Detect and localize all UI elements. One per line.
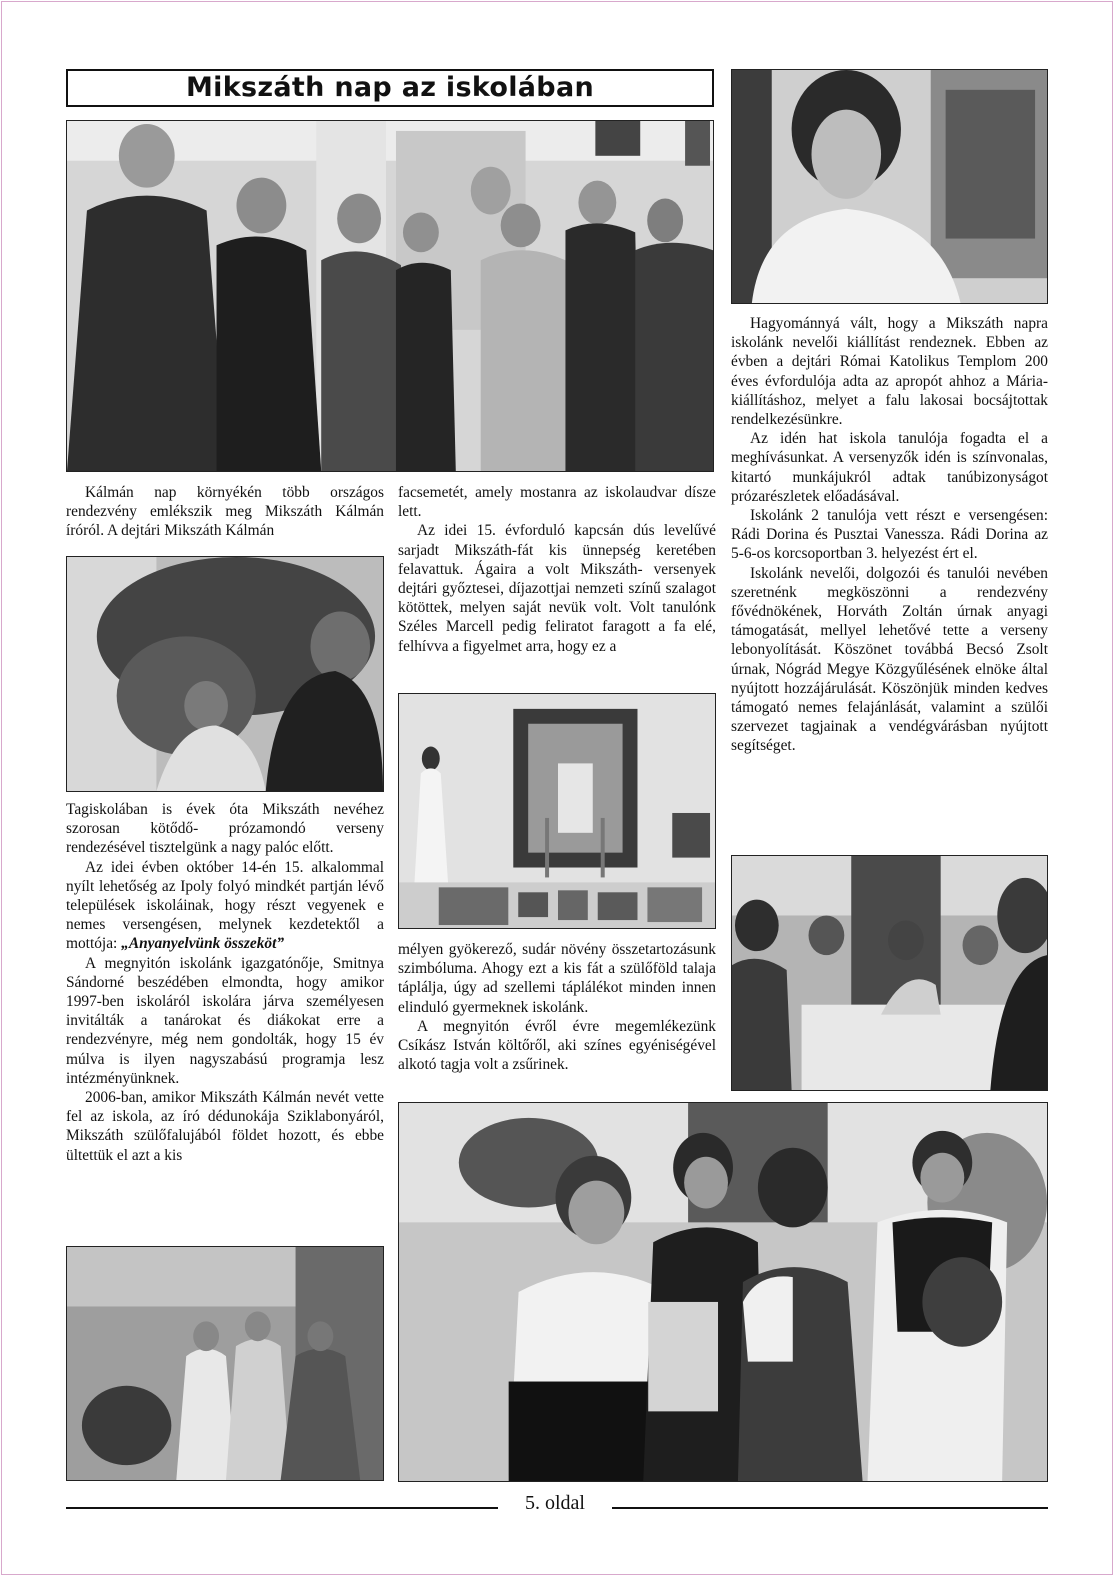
column1-top-text bbox=[66, 483, 384, 541]
page-number: 5. oldal bbox=[525, 1492, 585, 1514]
workshop-table-photo bbox=[731, 855, 1048, 1091]
column1-main-text bbox=[66, 800, 384, 1165]
paragraph: A megnyitón évről évre megemlékezünk Csíkász István költőről, aki színes egyéniségével alkotó tagja volt a zsűrinek. bbox=[398, 1017, 716, 1074]
paragraph-text: Az idei évben október 14-én 15. alkalommal nyílt lehetőség az Ipoly folyó mindkét partján lévő települések iskoláinak, hogy részt vegyenek e nemes versengésen, melynek kezdetektől a mottója: bbox=[66, 858, 384, 953]
girl-singing-photo bbox=[731, 69, 1048, 304]
group-photo-image bbox=[67, 121, 713, 471]
column2-top-text bbox=[398, 483, 716, 656]
motto: „Anyanyelvünk összeköt” bbox=[121, 935, 285, 953]
paragraph-with-motto bbox=[66, 858, 384, 954]
tree-ribbon-image bbox=[67, 557, 383, 791]
religious-exhibit-image bbox=[399, 694, 715, 928]
paragraph: Iskolánk 2 tanulója vett részt e versengésen: Rádi Dorina és Pusztai Vanessza. Rádi Dorina az 5-6-os korcsoportban 3. helyezést ért el. bbox=[731, 507, 1048, 563]
paragraph: Kálmán nap környékén több országos rendezvény emlékszik meg Mikszáth Kálmán íróról. A dejtári Mikszáth Kálmán bbox=[66, 484, 384, 540]
page-title: Mikszáth nap az iskolában bbox=[66, 69, 714, 107]
paragraph: mélyen gyökerező, sudár növény összetartozásunk szimbóluma. Ahogy ezt a kis fát a szülőföld talaja táplálja, úgy ad szellemi táplálékot minden innen elinduló gyermeknek iskolánk. bbox=[398, 941, 716, 1016]
costume-pupils-photo bbox=[66, 1246, 384, 1481]
column2-bottom-text bbox=[398, 940, 716, 1074]
paragraph: Iskolánk nevelői, dolgozói és tanulói nevében szeretnénk megköszönni a rendezvény fővédnökének, Horváth Zoltán úrnak anyagi támogatását, mellyel lehetővé tette a verseny lebonyolítását. Köszönet továbbá Becsó Zsolt úrnak, Nógrád Megye Közgyűlésének elnöke által nyújtott hozzájárulását. Köszönjük minden kedves támogató nemes felajánlását, valamint a szülői szervezet tagjainak a vendégvárásban nyújtott segítséget. bbox=[731, 564, 1048, 755]
award-handshake-photo bbox=[398, 1102, 1048, 1482]
footer-rule-right bbox=[612, 1507, 1048, 1509]
column3-text bbox=[731, 314, 1048, 756]
paragraph: Tagiskolában is évek óta Mikszáth nevéhez szorosan kötődő- prózamondó verseny rendezésével tisztelgünk a nagy palóc előtt. bbox=[66, 801, 384, 857]
paragraph: Az idei 15. évforduló kapcsán dús levelűvé sarjadt Mikszáth-fát kis ünnepség keretében felavattuk. Ágaira a volt Mikszáth- versenyek dejtári győztesei, díjazottjai nemzeti színű szalagot kötöttek, melyen saját nevük volt. Volt tanulónk Széles Marcell pedig feliratot faragott a fa elé, felhívva a figyelmet arra, hogy ez a bbox=[398, 522, 716, 655]
tree-ribbon-photo bbox=[66, 556, 384, 792]
workshop-table-image bbox=[732, 856, 1047, 1090]
paragraph: Az idén hat iskola tanulója fogadta el a meghívásunkat. A versenyzők idén is színvonalas, kitartó munkájukról adtak tanúbizonyságot prózarészletek előadásával. bbox=[731, 430, 1048, 505]
religious-exhibit-photo bbox=[398, 693, 716, 929]
paragraph: 2006-ban, amikor Mikszáth Kálmán nevét vette fel az iskola, az író dédunokája Sziklabonyáról, Mikszáth szülőfalujából földet hozott, és ebbe ültettük el azt a kis bbox=[66, 1089, 384, 1164]
footer-rule-left bbox=[66, 1507, 498, 1509]
paragraph: A megnyitón iskolánk igazgatónője, Smitnya Sándorné beszédében elmondta, hogy amikor 1997-ben iskoláról iskolára járva személyesen invitálták a tanárokat és diákokat erre a rendezvényre, még nem gondolták, hogy 15 év múlva is ilyen nagyszabású programja lesz intézményünknek. bbox=[66, 954, 384, 1087]
paragraph: Hagyománnyá vált, hogy a Mikszáth napra iskolánk nevelői kiállítást rendeznek. Ebben az évben a dejtári Római Katolikus Templom 200 éves évfordulója adta az apropót ahhoz a Mária-kiállításhoz, melyet a falu lakosai bocsájtottak rendelkezésünkre. bbox=[731, 315, 1048, 429]
paragraph: facsemetét, amely mostanra az iskolaudvar dísze lett. bbox=[398, 484, 716, 521]
costume-pupils-image bbox=[67, 1247, 383, 1480]
group-photo bbox=[66, 120, 714, 472]
award-handshake-image bbox=[399, 1103, 1047, 1481]
girl-singing-image bbox=[732, 70, 1047, 303]
